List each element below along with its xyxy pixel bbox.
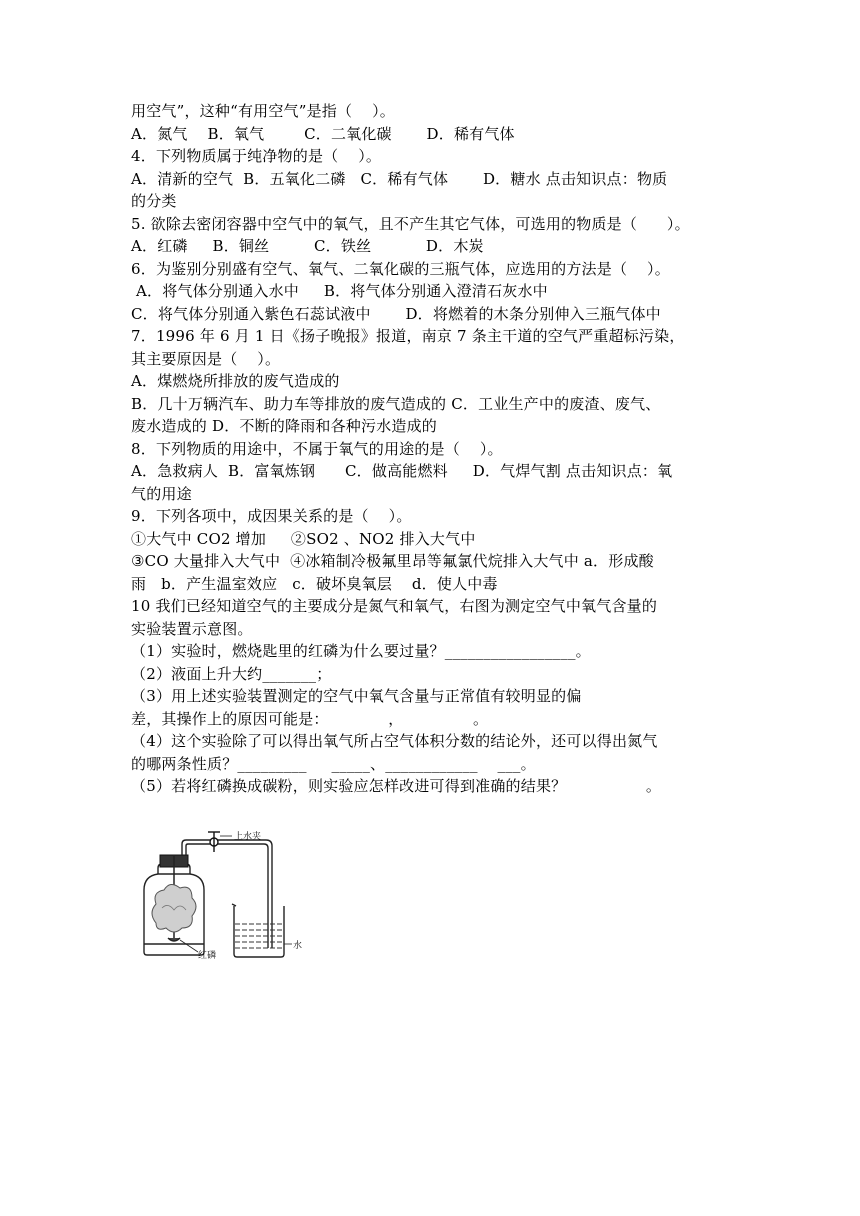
text-line: （3）用上述实验装置测定的空气中氧气含量与正常值有较明显的偏 <box>131 687 582 705</box>
label-clamp: 上水夹 <box>234 831 262 841</box>
text-line: A．急救病人 B．富氧炼钢 C．做高能燃料 D．气焊气割 点击知识点：氧 <box>131 462 673 480</box>
text-line: 6．为鉴别分别盛有空气、氧气、二氧化碳的三瓶气体，应选用的方法是（ ）。 <box>131 259 670 278</box>
document-body <box>131 100 731 798</box>
text-line: 其主要原因是（ ）。 <box>131 349 281 368</box>
apparatus-drawing <box>134 828 304 960</box>
text-line: 实验装置示意图。 <box>131 619 253 638</box>
text-line: A．氮气 B．氧气 C．二氧化碳 D．稀有气体 <box>131 124 515 143</box>
text-line: （1）实验时，燃烧匙里的红磷为什么要过量？_________________。 <box>131 642 591 660</box>
text-line: ①大气中 CO2 增加 ②SO2 、NO2 排入大气中 <box>131 529 476 548</box>
text-line: 8．下列物质的用途中，不属于氧气的用途的是（ ）。 <box>131 439 503 458</box>
connecting-tube <box>182 840 272 948</box>
text-line: A．将气体分别通入水中 B．将气体分别通入澄清石灰水中 <box>131 282 548 300</box>
apparatus-figure <box>134 828 304 960</box>
text-line: 7．1996 年 6 月 1 日《扬子晚报》报道，南京 7 条主干道的空气严重超标污染， <box>131 327 685 345</box>
text-line: 雨 b．产生温室效应 c．破坏臭氧层 d．使人中毒 <box>131 574 498 593</box>
white-smoke <box>152 884 196 932</box>
text-line: 10 我们已经知道空气的主要成分是氮气和氧气，右图为测定空气中氧气含量的 <box>131 597 658 615</box>
water <box>235 924 283 948</box>
label-phosphorus: 红磷 <box>198 950 217 960</box>
text-line: 9．下列各项中，成因果关系的是（ ）。 <box>131 507 412 525</box>
text-line: （2）液面上升大约_______； <box>131 664 332 683</box>
text-line: 差，其操作上的原因可能是： ， 。 <box>131 709 489 728</box>
text-line: B．几十万辆汽车、助力车等排放的废气造成的 C．工业生产中的废渣、废气、 <box>131 394 661 413</box>
text-line: A．红磷 B．铜丝 C．铁丝 D．木炭 <box>131 237 484 255</box>
text-line: A．清新的空气 B．五氧化二磷 C．稀有气体 D．糖水 点击知识点：物质 <box>131 169 668 188</box>
text-line: （4）这个实验除了可以得出氧气所占空气体积分数的结论外，还可以得出氮气 <box>131 732 658 750</box>
text-line: 4．下列物质属于纯净物的是（ ）。 <box>131 147 382 165</box>
text-line: A．煤燃烧所排放的废气造成的 <box>131 372 340 390</box>
text-line: 废水造成的 D．不断的降雨和各种污水造成的 <box>131 417 437 435</box>
text-line: （5）若将红磷换成碳粉，则实验应怎样改进可得到准确的结果？ 。 <box>131 777 662 795</box>
text-line: C．将气体分别通入紫色石蕊试液中 D．将燃着的木条分别伸入三瓶气体中 <box>131 304 661 323</box>
text-line: ③CO 大量排入大气中 ④冰箱制冷极氟里昂等氟氯代烷排入大气中 a．形成酸 <box>131 552 654 570</box>
clamp <box>208 832 220 852</box>
text-line: 的分类 <box>131 192 177 210</box>
text-line: 用空气”，这种“有用空气”是指（ ）。 <box>131 102 395 120</box>
text-line: 5. 欲除去密闭容器中空气中的氧气，且不产生其它气体，可选用的物质是（ ）。 <box>131 214 690 233</box>
text-line: 的哪两条性质？_________ _____、____________ ___。 <box>131 754 536 773</box>
text-line: 气的用途 <box>131 484 192 503</box>
label-water: 水 <box>293 940 303 950</box>
